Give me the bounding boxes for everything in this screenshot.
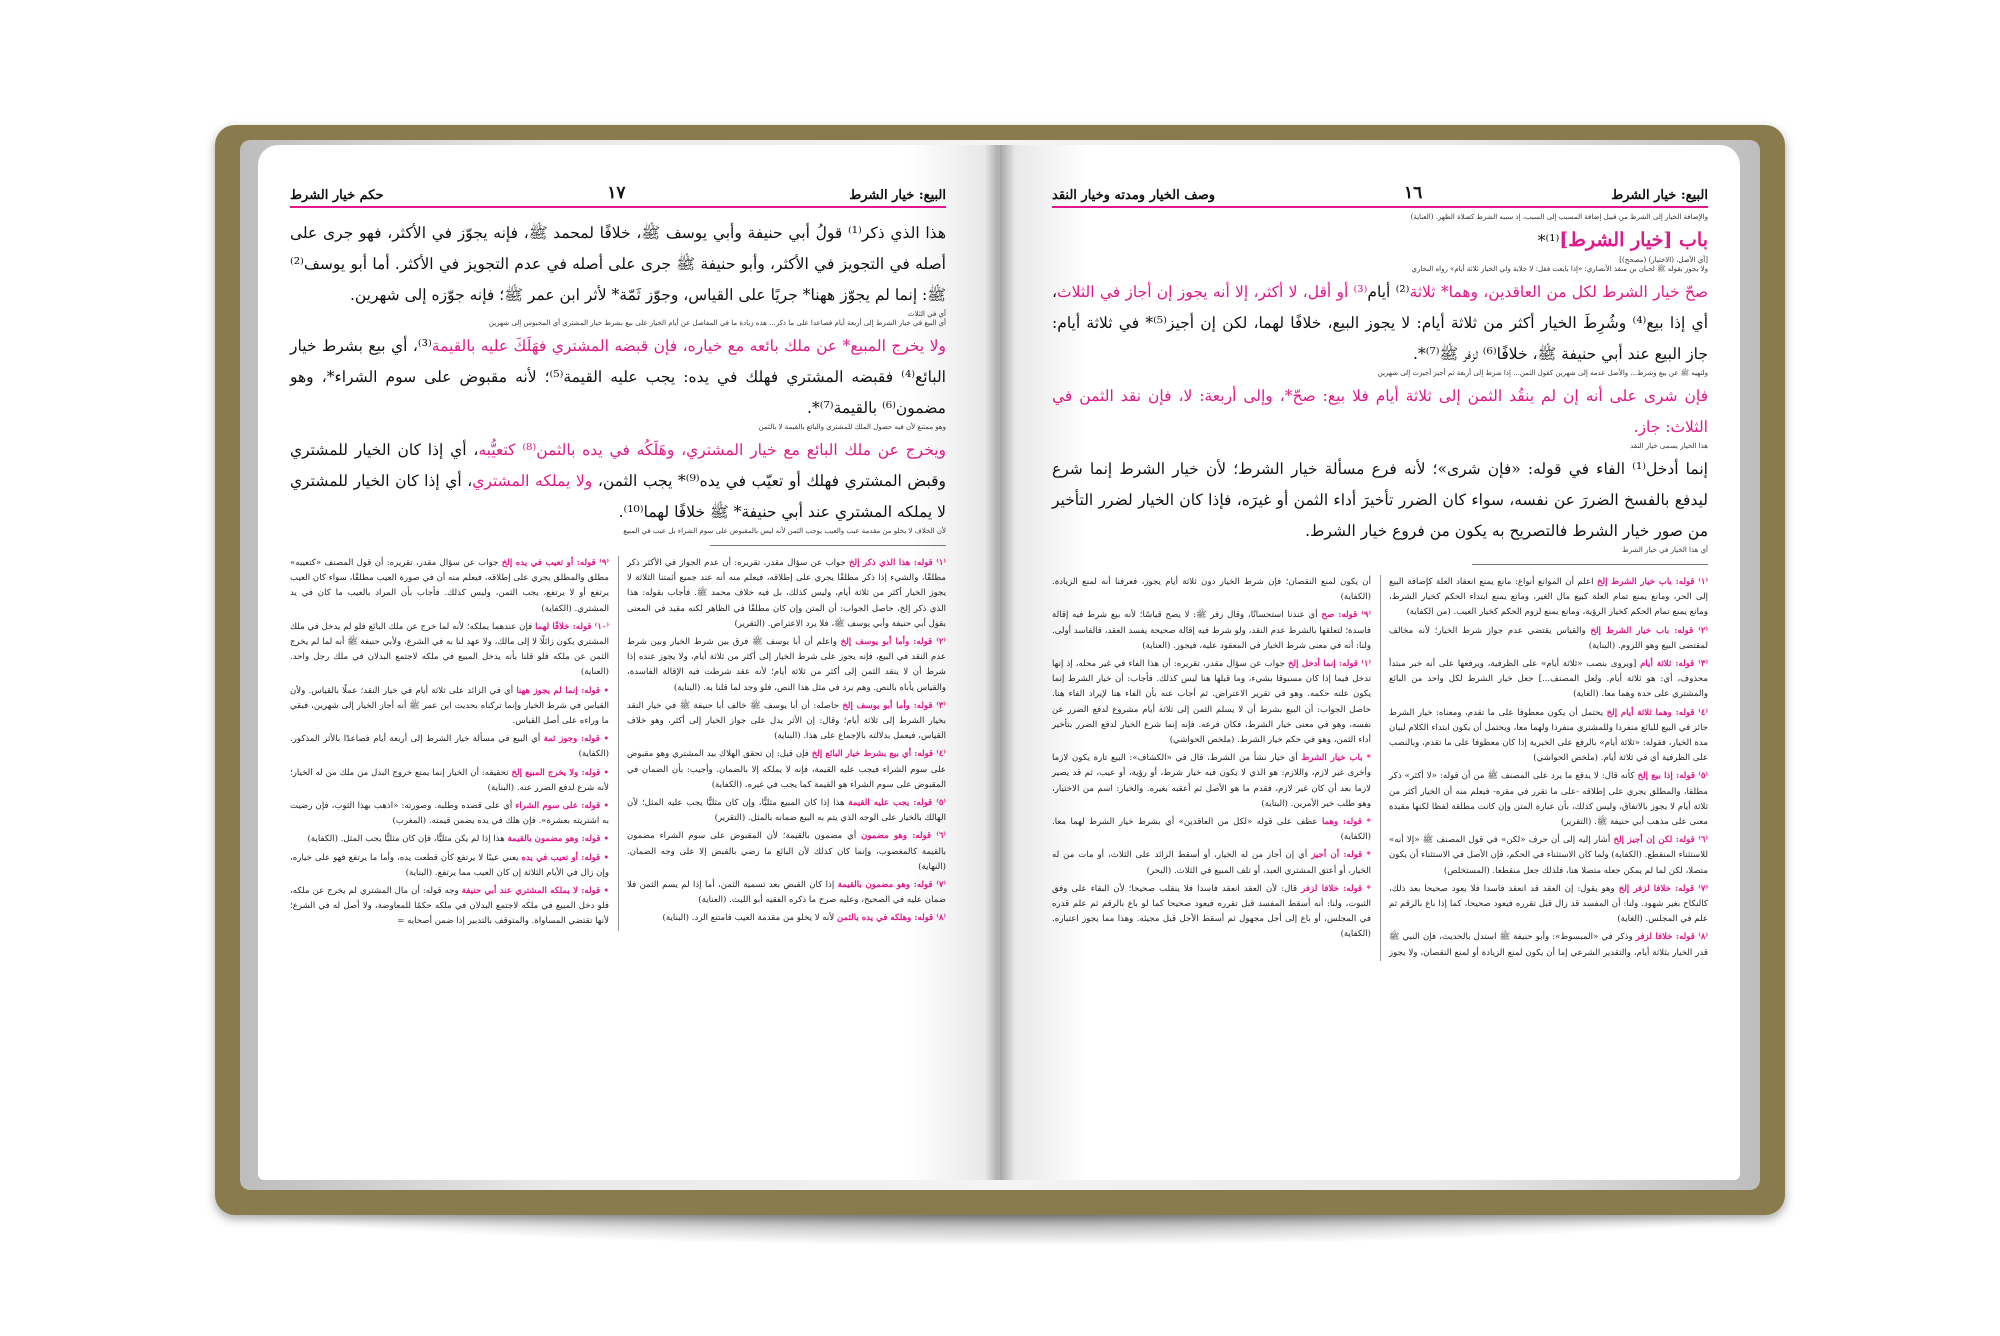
footnote — [1052, 848, 1371, 878]
footnote-head: • قوله: لا يملكه المشتري عند أبي حنيفة — [461, 886, 609, 897]
matn-text: فإن شرى على أنه إن لم ينقُد الثمن إلى ثلاثة أيام فلا بيع: صحّ — [1292, 387, 1709, 405]
footnote-head: ⁽٨⁾ قوله: خلافا لزفر — [1635, 932, 1708, 943]
running-header — [290, 183, 946, 208]
sharh-text: *، وهو مضمون — [290, 368, 946, 417]
footnote — [1389, 833, 1708, 879]
footnote — [627, 556, 946, 632]
footnotes — [290, 556, 946, 931]
footnote — [1389, 624, 1708, 654]
footnote-text: إذا كان القبض بعد تسمية الثمن، أما إذا لم يسم الثمن فلا ضمان عليه في الصحيح، وعليه صرح ما ذكره الفقيه أبو الليث. (العناية) — [627, 880, 946, 906]
footnote-separator — [1472, 564, 1708, 565]
footnote — [627, 796, 946, 826]
matn-text: * ثلاثة — [1409, 283, 1449, 301]
footnote-head: ⁽٧⁾ قوله: خلافا لزفر إلخ — [1618, 883, 1709, 894]
sharh-text: ⁽⁵⁾؛ لأنه مقبوض على سوم الشراء — [334, 368, 564, 386]
footnote-text: كأنه قال: لا يدفع ما يرد على المصنف ﷺ من أن قوله: «لا أكثر» ذكر مطلقا، والمطلق يجري على إطلاقه -على ما تقرر في مقره- فيعلم منه أن الخيار أكثر من ثلاثة أيام لا يجوز بالاتفاق، وليس كذلك، بأن عبارة المتن وإن كانت مطلقة لفظا لكنها مقيدة معنى على مذهب أبي حنيفة ﷺ. (التقرير) — [1389, 771, 1708, 828]
footnote — [290, 851, 609, 881]
paragraph — [1052, 381, 1708, 443]
chapter-title: باب [خيار الشرط] — [1559, 229, 1708, 251]
footnote-head: * قوله: خلافا لزفر — [1301, 883, 1371, 894]
footnote-head: ⁽٩⁾ قوله: أو تعيب في يده إلخ — [501, 558, 609, 568]
footnote-text: أي مضمون بالقيمة؛ لأن المقبوض على سوم الشراء مضمون بالقيمة كالمغصوب، وإنما كان كذلك لأن البائع ما رضي بالقبض إلا على وجه الضمان. (النهاية) — [627, 831, 946, 872]
sharh-text: ⁽⁹⁾* يجب الثمن، — [592, 472, 700, 490]
footnote-head: • قوله: أو تعيب في يده — [521, 852, 609, 863]
footnote-text: [ويروى بنصب «ثلاثة أيام» على الظرفية، ويرفعها على أنه خبر مبتدأ محذوف، أي: هو ثلاثة أيام. ولعل المصنف...] جعل خيار الشرط لكل واحد من البائع والمشتري على حدة وهما معا. (الغاية) — [1389, 659, 1708, 700]
footnote — [290, 884, 609, 930]
footnote — [290, 799, 609, 829]
sharh-text: ، أي إذا بيع — [1052, 283, 1708, 332]
footnote-text: حاصله: أن أبا يوسف ﷺ خالف أبا حنيفة ﷺ في خيار النقد بخيار الشرط إلى ثلاثة أيام؛ وقال: إن الأثر يدل على جواز الخيار إلى أكثر، وهو خلاف القياس، فيعمل بدلالته بالإجماع على هذا. (البناية) — [627, 700, 946, 742]
matn-text: ولا يملكه المشتري — [472, 472, 593, 490]
footnote — [627, 747, 946, 793]
footnote-text: أي على قصده وطلبه. وصورته: «اذهب بهذا الثوب، فإن رضيت به اشتريته بعشرة». فإن هلك في يده يضمن قيمته. (المغرب) — [290, 801, 609, 827]
interlinear-gloss: ولنهيه ﷺ عن بيع وشرط... والأصل عدمه إلى شهرين كقول الثمن... إذا شرط إلى أربعة ثم أجيز أجيزت إلى شهرين — [1377, 369, 1708, 377]
footnote-head: ⁽٣⁾ قوله: وأما أبو يوسف إلخ — [842, 700, 946, 711]
sharh-text: ⁽⁷⁾*. — [1413, 345, 1440, 363]
footnote-text: وهو يقول: إن العقد قد انعقد فاسدا فلا يعود صحيحا بعد ذلك، كالنكاح بغير شهود. ولنا: أن المفسد قد زال قبل تقرره فيعود صحيحا، كما إذا باع بالرقم ثم علم في المجلس. (الغاية) — [1389, 883, 1708, 925]
footnote-text: فإن عندهما يملكه؛ لأنه لما خرج عن ملك البائع فلو لم يدخل في ملك المشتري يكون زائلًا لا إلى مالك، ولا عهد لنا به في الشرع، ولأبي حنيفة ﷺ أنه لما لم يخرج الثمن عن ملكه فلو قلنا بأنه يدخل المبيع في ملكه لاجتمع البدلان في ملك رجل واحد. (العناية) — [290, 621, 609, 678]
footnote — [1389, 575, 1708, 621]
paragraph — [290, 218, 946, 311]
footnote-text: هذا إذا لم يكن مثليًّا، فإن كان مثليًّا يجب المثل. (الكفاية) — [307, 834, 508, 845]
matn-text: ولا يخرج المبيع — [850, 337, 946, 355]
sharh-text: * جريًا على القياس، وجوّز ثَمّة — [619, 286, 811, 304]
footnote — [627, 911, 946, 926]
footnote — [627, 829, 946, 875]
footnote-head: ⁽٥⁾ قوله: يجب عليه القيمة — [848, 798, 946, 809]
footnote — [1389, 882, 1708, 928]
footnote — [1052, 608, 1371, 654]
sharh-text: * ﷺ خلافًا لهما — [643, 503, 742, 521]
footnote-text: يحتمل أن يكون معطوفا على ما تقدم، ومعناه: خيار الشرط جائز في البيع للبائع منفردا وللمشتري منفردا ولهما معا، ويحتمل أن يكون ابتداء الكلام لبيان مدة الخيار، فقوله: «ثلاثة أيام» بالرفع على الخبرية إذا كان معطوفا على ما تقدم، وبالنصب على الظرفية أي في ثلاثة أيام. (ملخص الحواشي) — [1389, 707, 1708, 764]
footnote — [627, 635, 946, 696]
footnote — [1052, 751, 1371, 812]
interlinear-gloss: أي في الثلاث — [907, 310, 946, 318]
top-note: والإضافة الخيار إلى الشرط من قبيل إضافة المسبب إلى السبب، إذ سببه الشرط كصلاة الظهر. (العناية) — [1410, 213, 1708, 221]
main-text — [1052, 225, 1708, 556]
footnote — [1052, 657, 1371, 748]
footnote-text: أي خيار نشأ من الشرط، قال في «الكشاف»: البيع تارة يكون لازما وأخرى غير لازم، واللازم: هو الذي لا يكون فيه خيار شرط، أو رؤية، أو عيب، ثم قد يصير لازما بعد أن كان غير لازم، فقدم ما هو الأصل ثم أعقبه بغيره. والخيار: اسم من الاختيار، وهو طلب خير الأمرين. (البناية) — [1052, 753, 1371, 809]
paragraph — [1052, 454, 1708, 547]
matn-text: ⁽⁸⁾ كتعيُّبه — [478, 441, 537, 459]
footnote-text: أي البيع في مسألة خيار الشرط إلى أربعة أيام فصاعدًا بالأثر المذكور. (الكفاية) — [290, 734, 609, 760]
matn-text: * عن ملك بائعه مع خياره، فإن قبضه المشتري فهَلَكَ عليه بالقيمة — [431, 337, 851, 355]
sharh-text: ⁽⁴⁾ فقبضه المشتري فهلك في يده: يجب عليه القيمة — [563, 368, 915, 386]
footnote-text: جواب عن سؤال مقدر، تقريره: أن عدم الجواز في الأكثر ذكر مطلقًا، والشيء إذا ذكر مطلقًا يجري على إطلاقه، فيعلم منه أنه عند جميع أئمتنا الثلاثة لا يجوز الخيار أكثر من ثلاثة أيام، وليس كذلك، بل فيه خلاف محمد ﷺ. فأجاب بقوله: هذا الذي ذكر إلخ، حاصل الجواب: أن المتن وإن كان مطلقًا في الظاهر لكنه مقيد في المعنى بقول أبي حنيفة وأبي يوسف ﷺ، فلا يرد الاعتراض. (التقرير) — [627, 558, 946, 629]
footnote-head: ⁽٧⁾ قوله: وهو مضمون بالقيمة — [837, 880, 947, 891]
footnote — [290, 832, 609, 847]
sharh-text: ⁽⁴⁾ وشُرِطَ الخيار أكثر من ثلاثة أيام: لا يجوز البيع، خلافًا لهما، لكن إن أجيز — [1166, 314, 1647, 332]
footnote-head: ⁽٢⁾ قوله: وأما أبو يوسف إلخ — [840, 637, 946, 648]
footnote-head: • قوله: على سوم الشراء — [515, 801, 609, 812]
sharh-text: ⁽²⁾ أيام — [1367, 283, 1410, 301]
footnote — [290, 684, 609, 730]
sharh-text: ⁽⁶⁾ لزفر ﷺ — [1439, 345, 1497, 363]
footnote-head: ⁽٦⁾ قوله: وهو مضمون — [861, 831, 946, 842]
sharh-text: إنما أدخل — [1646, 460, 1708, 478]
interlinear-gloss: ولا يجوز بقوله ﷺ لحبان بن منقذ الأنصاري: «إذا بايعت فقل: لا خلابة ولي الخيار ثلاثة أيام» رواه البخاري — [1411, 265, 1708, 273]
footnote-head: ⁽٣⁾ قوله: ثلاثة أيام — [1640, 659, 1708, 670]
sharh-text: ⁽⁵⁾* في ثلاثة أيام: جاز البيع عند أبي حنيفة ﷺ، خلافًا — [1052, 314, 1708, 363]
footnote-head: • قوله: ولا يخرج المبيع إلخ — [511, 767, 609, 778]
footnote — [1052, 882, 1371, 943]
footnote — [290, 556, 609, 617]
footnote-text: أي عندنا استحسانًا، وقال زفر ﷺ: لا يصح قياسًا؛ لأنه بيع شرط فيه إقالة فاسدة؛ لتعلقها بالشرط عدم النقد، ولو شرط فيه إقالة صحيحة يفسد العقد، فالفاسد أولى. ولنا: أنه في معنى شرط الخيار في المعقود عليه، فيجوز. (العناية) — [1052, 610, 1371, 651]
running-head-outer: حكم خيار الشرط — [290, 188, 384, 203]
footnote-text: فإن قيل: إن تحقق الهلاك بيد المشتري وهو مقبوض على سوم الشراء فيجب عليه القيمة، فإنه لا يملكه إلا بالضمان. وأجيب: بأن الضمان في المقبوض على سوم الشراء هو القيمة كما يجب في غيره. (الكفاية) — [627, 749, 946, 790]
footnote-text: والقياس يقتضي عدم جواز شرط الخيار؛ لأنه مخالف لمقتضى البيع وهو اللزوم. (البناية) — [1389, 625, 1708, 651]
footnote-text: أي إن أجاز من له الخيار، أو أسقط الزائد على الثلاث، أو مات من له الخيار، أو أعتق المشتري العبد، أو تلف المبيع في الثلاث. (البحر) — [1052, 850, 1371, 876]
footnote-text: يعني عيبًا لا يرتفع كأن قطعت يده، وأما ما يرتفع فهو على خياره، وإن زال في الأيام الثلاثة إن كان العيب مما يرتفع. (البناية) — [290, 852, 609, 878]
left-page — [258, 145, 998, 1180]
footnote-head: * باب خيار الشرط — [1301, 753, 1371, 764]
sharh-text: ⁽¹⁾ قولُ أبي حنيفة وأبي يوسف ﷺ، خلافًا لمحمد ﷺ، فإنه يجوّز في الأكثر، فهو جرى على أصله في التجويز في الأكثر، وأبو حنيفة ﷺ جرى على أصله في عدم التجويز في الأكثر. أما أبو يوسف — [290, 224, 946, 273]
running-header — [1052, 183, 1708, 208]
footnote-head: ⁽١٠⁾ قوله: خلافًا لهما — [535, 621, 609, 632]
footnote — [627, 878, 946, 908]
footnote-head: * قوله: وهما — [1321, 817, 1371, 828]
footnote-text: وجه قوله: أن مال المشتري لم يخرج عن ملكه، فلو دخل المبيع في ملكه لاجتمع البدلان في ملكه حكمًا للمعاوضة، ولا أصل له في الشرع؛ لأنها تقتضي المساواة. والمتوقف بالتدبير إذا ضمن أصحابه = — [290, 886, 609, 927]
book-gutter — [985, 145, 1015, 1180]
footnote-head: ⁽٦⁾ قوله: لكن إن أجيز إلخ — [1613, 835, 1708, 846]
sharh-text: ⁽⁷⁾*. — [807, 399, 834, 417]
footnote-head: • قوله: وهو مضمون بالقيمة — [507, 834, 609, 845]
sharh-text: ⁽³⁾، أي بيع بشرط خيار البائع — [290, 337, 946, 386]
right-page — [1000, 145, 1740, 1180]
footnote-text: جواب عن سؤال مقدر، تقريره: أن قول المصنف «كتعيبه» مطلق والمطلق يجري على إطلاقه، فيعلم منه أن في صورة العيب مطلقًا، سواء كان العيب يرتفع أو لا يرتفع، يجب الثمن، وليس كذلك. فأجاب بأن المراد بالعيب ما كان في يد المشتري. (الكفاية) — [290, 558, 609, 614]
footnote — [1389, 657, 1708, 703]
footnote-head: ⁽١⁾ قوله: هذا الذي ذكر إلخ — [848, 558, 946, 568]
footnote-text: وذكر في «المبسوط»: وأبو حنيفة ﷺ استدل بالحديث، فإن النبي ﷺ قدر الخيار بثلاثة أيام، والتقدير الشرعي إما أن يكون لمنع الزيادة أو لمنع النقصان، ولا يجوز أن يكون لمنع النقصان؛ فإن شرط الخيار دون ثلاثة أيام يجوز، فعرفنا أنه لمنع الزيادة. (الكفاية) — [1052, 577, 1708, 958]
footnote-text: قال: لأن العقد انعقد فاسدا فلا ينقلب صحيحا؛ لأن البقاء على وفق الثبوت، ولنا: أنه أسقط المفسد قبل تقرره فيعود صحيحا كما لو باع بالرقم ثم علم قدره في المجلس، أو باع إلى أجل مجهول ثم أسقط الأجل قبل مجيئه. وهذا مما يجوز اعتباره. (الكفاية) — [1052, 883, 1371, 940]
footnote-head: ⁽٢⁾ قوله: باب خيار الشرط إلخ — [1590, 625, 1708, 636]
footnote-head: * قوله: أن أجيز — [1311, 850, 1371, 861]
footnote — [290, 620, 609, 681]
footnote-text: واعلم أن أبا يوسف ﷺ فرق بين شرط الخيار وبين شرط عدم النقد في البيع، فإنه يجوز على شرط الخيار إلى أكثر من ثلاثة أيام، ولا يجوز عنده إذا شرط أن لا ينقد الثمن إلى أكثر من ثلاثة أيام؛ لأنه عقد شرطت فيه الإقالة الفاسدة، والقياس يأباه بالنص. وهم يرد في مثل هذا النص، فلو وجد لما قلنا به. (البناية) — [627, 637, 946, 693]
page-number: ١٦ — [1404, 183, 1423, 203]
footnote-text: اعلم أن الموانع أنواع: مانع يمنع انعقاد العلة كإضافة البيع إلى الحر، ومانع يمنع تمام العلة كبيع مال الغير، ومانع يمنع ابتداء الحكم كخيار الشرط، ومانع يمنع تمام الحكم كخيار الرؤية، ومانع يمنع لزوم الحكم كخيار العيب. (من الكفاية) — [1389, 577, 1708, 618]
interlinear-gloss: لأن الخلاف لا يخلو من مقدمة عيب والعيب يوجب الثمن لأنه ليس بالمقبوض على سوم الشراء بل عيب في المبيع — [623, 527, 946, 535]
footnote-text: جواب عن سؤال مقدر، تقريره: أن هذا الفاء في غير محله، إذ إنها تدخل فيما إذا كان مسبوقا بشيء، وما قبلها هنا ليس كذلك. فأجاب: أن خيار الشرط إنما يكون علته حكمه. وهو في تقرير الاعتراض. ثم أجاب عنه بأن الفاء هنا لإيراد الفاء هنا. حاصل الجواب: أن البيع بشرط أن لا يسلم الثمن إلى ثلاثة أيام مشروع لدفع الضرر عن نفسه، وهو في معنى خيار الشرط، فكان فرعه. فإنه إنما شرع الخيار لدفع الضرر بتأخير أداء الثمن، وهو في حكم خيار الشرط. (ملخص الحواشي) — [1052, 659, 1371, 746]
footnote-head: • قوله: وجوز ثمة — [543, 734, 609, 745]
interlinear-gloss: وهو ممتنع لأن فيه حصول الملك للمشتري والبائع بالقيمة لا بالثمن — [758, 423, 946, 431]
chapter-marks: ⁽¹⁾* — [1537, 232, 1560, 250]
footnote-head: ⁽٤⁾ قوله: أي بيع بشرط خيار البائع إلخ — [811, 749, 946, 760]
footnote-text: هذا إذا كان المبيع مثليًّا، وإن كان مثليًّا يجب عليه المثل؛ لأن الهالك بالخيار على الوجه الذي يتم به البيع ضمانه بالمثل. (التقرير) — [627, 798, 946, 824]
page-number: ١٧ — [607, 183, 626, 203]
paragraph — [1052, 277, 1708, 370]
running-head-outer: البيع: خيار الشرط — [1611, 188, 1708, 203]
sharh-text: * لأثر ابن عمر ﷺ؛ فإنه جوّزه إلى شهرين. — [349, 286, 620, 304]
running-head-inner: وصف الخيار ومدته وخيار النقد — [1052, 188, 1216, 203]
footnote-text: أشار إليه إلى أن حرف «لكن» في قول المصنف ﷺ «إلا أنه» للاستثناء المنقطع. (الكفاية) ولما كان الاستثناء في الحكم، فإن الأصل في الاستثناء أن يكون متصلا، لكن لما لم يمكن جعله متصلا هنا، فلذلك جعل منقطعا. (المستخلص) — [1389, 835, 1708, 876]
footnote-head: ⁽١⁠⁾ قوله: إنما أدخل إلخ — [1287, 659, 1371, 670]
running-head-inner: البيع: خيار الشرط — [849, 188, 946, 203]
footnote — [1389, 769, 1708, 830]
sharh-text: ⁽⁶⁾ بالقيمة — [833, 399, 896, 417]
sharh-text: ⁽¹⁾ الفاء في قوله: «فإن شرى»؛ لأنه فرع مسألة خيار الشرط؛ لأن خيار الشرط إنما شرع ليدفع بالفسخ الضررَ عن نفسه، سواء كان الضرر تأخيرَ أداء الثمن أو غيرَه، فإذا كان الخيار لضرر التأخير من صور خيار الشرط فالتصريح به يكون من فروع خيار الشرط. — [1052, 460, 1708, 540]
interlinear-gloss: هذا الخيار يسمى خيار النقد — [1630, 442, 1708, 450]
footnote-head: ⁽٤⁾ قوله: وهما ثلاثة أيام إلخ — [1606, 707, 1708, 718]
matn-text: *، وإلى أربعة: لا، فإن نقد الثمن في الثلاث: جاز. — [1052, 387, 1708, 436]
interlinear-gloss: [أي الأصل. (الاختيار) (مصحح)] — [1619, 256, 1708, 264]
footnote-separator — [710, 545, 946, 546]
footnote-head: ⁽٨⁾ قوله: وهلكه في يده بالثمن — [837, 913, 946, 924]
footnote-head: ⁽٩⁾ قوله: صح — [1321, 610, 1371, 621]
matn-text: ويخرج عن ملك البائع مع خيار المشتري، وهَلَكُه في يده بالثمن — [536, 441, 946, 459]
footnotes — [1052, 575, 1708, 961]
footnote-text: تحقيقه: أن الخيار إنما يمنع خروج البدل من ملك من له الخيار؛ لأنه شرع لدفع الضرر عنه. (البناية) — [290, 767, 609, 793]
matn-text: ⁽³⁾ أو أقل، لا أكثر، إلا أنه يجوز إن أجاز في الثلاث — [1057, 283, 1368, 301]
footnote-text: عطف على قوله «لكل من العاقدين» أي بشرط خيار الشرط لهما معا. (الكفاية) — [1052, 817, 1371, 843]
matn-text: صحّ خيار الشرط لكل من العاقدين، وهما — [1448, 283, 1709, 301]
sharh-text: ، أي إذا كان الخيار للمشتري لا يملكه المشتري عند أبي حنيفة — [290, 472, 946, 521]
footnote — [290, 766, 609, 796]
footnote-text: لأنه لا يخلو من مقدمة العيب فامتنع الرد. (البناية) — [662, 913, 838, 924]
footnote — [290, 732, 609, 762]
footnote — [1389, 706, 1708, 767]
footnote-head: ⁽٥⁾ قوله: إذا بيع إلخ — [1637, 771, 1708, 782]
footnote-text: أي في الزائد على ثلاثة أيام في خيار النقد؛ عملًا بالقياس. ولأن القياس في شرط الخيار وإنما تركناه بحديث ابن عمر ﷺ أنه أجاز الخيار إلى شهرين، فبقي ما وراءه على أصل القياس. — [290, 685, 609, 727]
paragraph — [290, 331, 946, 424]
footnote — [627, 699, 946, 745]
chapter-heading — [1052, 225, 1708, 257]
paragraph — [290, 435, 946, 528]
sharh-text: ⁽¹⁰⁾. — [618, 503, 644, 521]
sharh-text: ⁽²⁾ ﷺ: إنما لم يجوّز ههنا — [290, 255, 946, 304]
sharh-text: هذا الذي ذكر — [861, 224, 946, 242]
footnote-head: • قوله: إنما لم يجوز ههنا — [516, 685, 609, 696]
main-text — [290, 218, 946, 537]
interlinear-gloss: أي البيع في خيار الشرط إلى أربعة أيام فصاعدا على ما ذكر... هذه زيادة ما في المفاصل عن أيام الخيار على بيع بشرط خيار المشتري أي المحبوس إلى شهرين — [488, 319, 946, 327]
footnote — [1052, 815, 1371, 845]
sharh-text: ، أي إذا كان الخيار للمشتري وقبض المشتري فهلك أو تعيّب في يده — [290, 441, 946, 490]
interlinear-gloss: أي هذا الخيار في خيار الشرط — [1622, 546, 1708, 554]
footnote-head: ⁽١⁾ قوله: باب خيار الشرط إلخ — [1596, 577, 1708, 587]
